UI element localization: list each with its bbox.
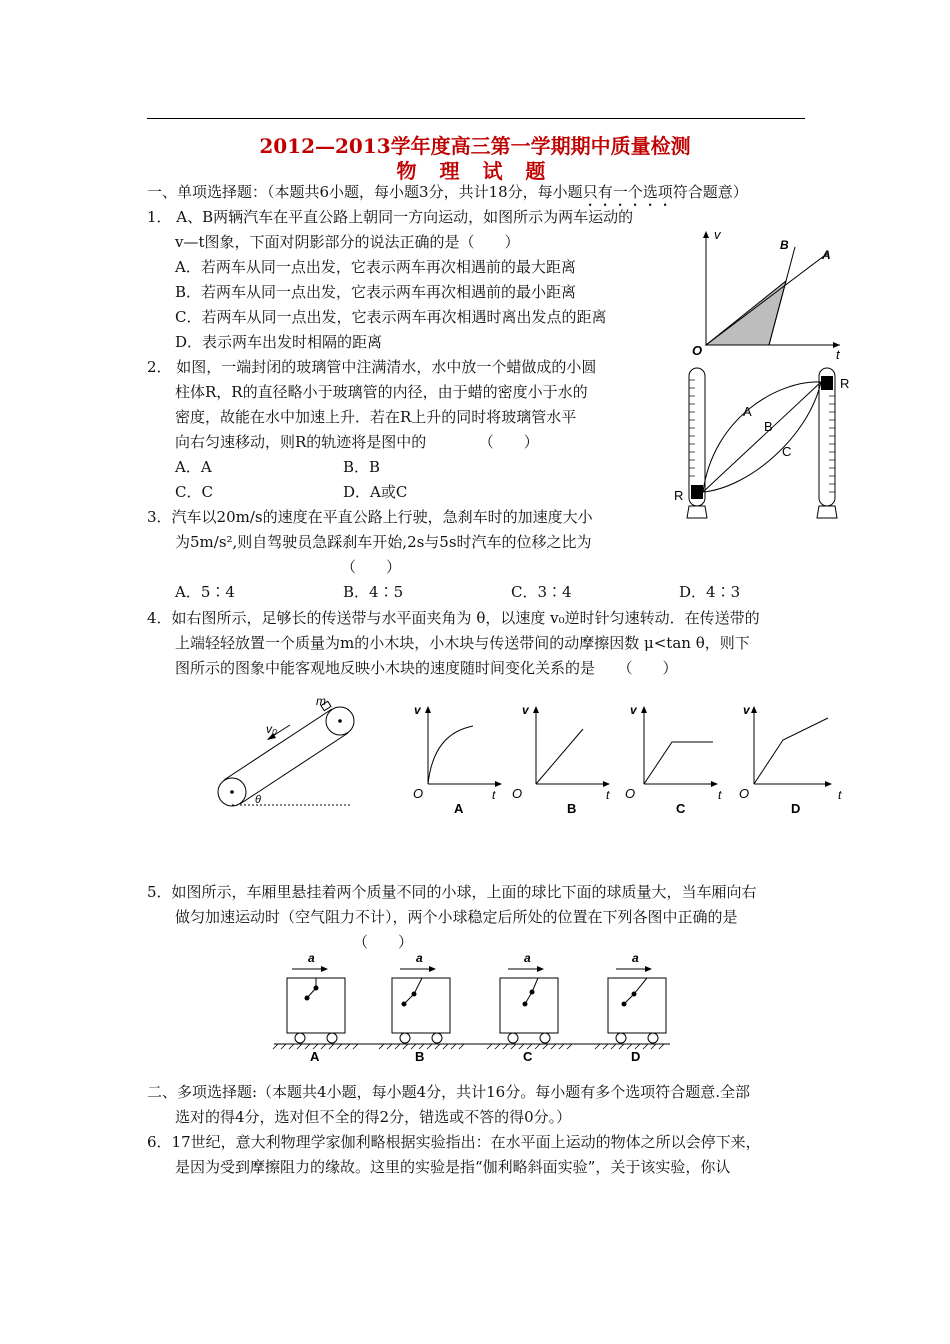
q1-fig-o-label: O bbox=[692, 343, 703, 358]
page-subtitle: 物 理 试 题 bbox=[396, 159, 554, 183]
q2-fig-c-label: C bbox=[782, 444, 792, 459]
q6-line1: 6．17世纪，意大利物理学家伽利略根据实验指出：在水平面上运动的物体之所以会停下来， bbox=[147, 1133, 761, 1151]
q3-line2: 为5m/s²,则自驾驶员急踩刹车开始,2s与5s时汽车的位移之比为 bbox=[175, 533, 592, 551]
q4-graph-d-t: t bbox=[838, 788, 842, 802]
q4-graph-d bbox=[739, 703, 842, 816]
q4-graph-a-o: O bbox=[413, 786, 424, 801]
q4-graph-b-label: B bbox=[567, 801, 577, 816]
q5-cart-a bbox=[287, 951, 345, 1064]
q6-line2: 是因为受到摩擦阻力的缘故。这里的实验是指“伽利略斜面实验”，关于该实验，你认 bbox=[175, 1158, 731, 1176]
q5-cart-d-label: D bbox=[631, 1049, 641, 1064]
q4-graph-b-v: v bbox=[522, 703, 529, 717]
q1-option-d: D．表示两车出发时相隔的距离 bbox=[175, 333, 383, 351]
q3-line1: 3．汽车以20m/s的速度在平直公路上行驶，急刹车时的加速度大小 bbox=[147, 508, 593, 526]
q5-cart-c-label: C bbox=[523, 1049, 533, 1064]
q4-graph-c bbox=[625, 703, 722, 816]
q2-line3: 密度，故能在水中加速上升．若在R上升的同时将玻璃管水平 bbox=[175, 408, 577, 426]
q4-graph-d-label: D bbox=[791, 801, 801, 816]
q4-graph-options bbox=[408, 698, 848, 818]
q5-cart-a-accel: a bbox=[308, 951, 315, 965]
q3-line3: （ ） bbox=[341, 558, 402, 576]
q3-option-c: C．3∶4 bbox=[511, 583, 572, 601]
page-title: 2012—2013学年度高三第一学期期中质量检测 bbox=[259, 134, 691, 158]
q2-tube-figure bbox=[668, 358, 858, 526]
q1-option-c: C．若两车从同一点出发，它表示两车再次相遇时离出发点的距离 bbox=[175, 308, 607, 326]
q1-option-a: A．若两车从同一点出发，它表示两车再次相遇前的最大距离 bbox=[175, 258, 576, 276]
q4-belt-figure bbox=[210, 695, 360, 810]
q5-cart-d-accel: a bbox=[632, 951, 639, 965]
section2-line2: 选对的得4分，选对但不全的得2分，错选或不答的得0分。） bbox=[175, 1108, 572, 1126]
q4-belt-theta-label: θ bbox=[255, 794, 261, 806]
header-rule bbox=[147, 118, 805, 119]
q2-line4: 向右匀速移动，则R的轨迹将是图中的 （ ） bbox=[175, 433, 539, 451]
q2-fig-a-label: A bbox=[743, 404, 752, 419]
q3-option-b: B．4∶5 bbox=[343, 583, 404, 601]
q4-graph-b bbox=[512, 703, 610, 816]
q1-vt-figure bbox=[690, 225, 850, 360]
q5-cart-figures bbox=[272, 948, 672, 1073]
q4-graph-d-v: v bbox=[743, 703, 750, 717]
q1-option-b: B．若两车从同一点出发，它表示两车再次相遇前的最小距离 bbox=[175, 283, 577, 301]
q1-fig-b-label: B bbox=[780, 238, 789, 252]
q4-line2: 上端轻轻放置一个质量为m的小木块，小木块与传送带间的动摩擦因数 μ<tan θ，则下 bbox=[175, 634, 750, 652]
q1-fig-a-label: A bbox=[822, 248, 831, 262]
q2-option-c: C．C bbox=[175, 483, 213, 501]
q4-belt-m-label: m bbox=[316, 695, 326, 708]
q4-belt-v0-label: v₀ bbox=[266, 722, 278, 736]
q2-option-d: D．A或C bbox=[343, 483, 408, 501]
q1-fig-t-label: t bbox=[836, 347, 840, 360]
q4-graph-d-o: O bbox=[739, 786, 750, 801]
q2-line1: 2． 如图，一端封闭的玻璃管中注满清水，水中放一个蜡做成的小圆 bbox=[147, 358, 597, 376]
q3-option-d: D．4∶3 bbox=[679, 583, 741, 601]
q4-graph-a-v: v bbox=[414, 703, 421, 717]
q3-option-a: A．5∶4 bbox=[175, 583, 235, 601]
q5-cart-a-label: A bbox=[310, 1049, 320, 1064]
q5-line3: （ ） bbox=[353, 933, 414, 951]
q5-cart-b-label: B bbox=[415, 1049, 425, 1064]
q4-graph-a bbox=[413, 703, 502, 816]
q4-line1: 4．如右图所示，足够长的传送带与水平面夹角为 θ，以速度 v₀逆时针匀速转动．在传送带的 bbox=[147, 609, 760, 627]
q5-cart-b-accel: a bbox=[416, 951, 423, 965]
section1-heading: 一、单项选择题：（本题共6小题，每小题3分，共计18分，每小题只有一个选项符合题意） bbox=[147, 183, 748, 201]
q4-graph-b-o: O bbox=[512, 786, 523, 801]
q2-fig-r-top: R bbox=[840, 376, 850, 391]
q2-option-b: B．B bbox=[343, 458, 381, 476]
q4-graph-a-label: A bbox=[454, 801, 464, 816]
q4-line3: 图所示的图象中能客观地反映小木块的速度随时间变化关系的是 （ ） bbox=[175, 659, 678, 677]
q1-line1: 1． A、B两辆汽车在平直公路上朝同一方向运动，如图所示为两车运动的 bbox=[147, 208, 634, 226]
q4-graph-a-t: t bbox=[492, 788, 496, 802]
q4-graph-c-t: t bbox=[718, 788, 722, 802]
q4-graph-c-label: C bbox=[676, 801, 686, 816]
q1-line2: v—t图象，下面对阴影部分的说法正确的是（ ） bbox=[175, 233, 520, 251]
q2-fig-b-label: B bbox=[764, 419, 773, 434]
q5-line1: 5．如图所示，车厢里悬挂着两个质量不同的小球，上面的球比下面的球质量大，当车厢向右 bbox=[147, 883, 757, 901]
q4-graph-b-t: t bbox=[606, 788, 610, 802]
q4-graph-c-o: O bbox=[625, 786, 636, 801]
q5-line2: 做匀加速运动时（空气阻力不计），两个小球稳定后所处的位置在下列各图中正确的是 bbox=[175, 908, 738, 926]
section2-line1: 二、多项选择题:（本题共4小题，每小题4分，共计16分。每小题有多个选项符合题意.全部 bbox=[147, 1083, 750, 1101]
q4-graph-c-v: v bbox=[630, 703, 637, 717]
q5-cart-c-accel: a bbox=[524, 951, 531, 965]
q2-fig-r-bottom: R bbox=[674, 488, 684, 503]
q2-option-a: A．A bbox=[175, 458, 212, 476]
q2-line2: 柱体R，R的直径略小于玻璃管的内径，由于蜡的密度小于水的 bbox=[175, 383, 588, 401]
q1-fig-v-label: v bbox=[714, 227, 721, 242]
